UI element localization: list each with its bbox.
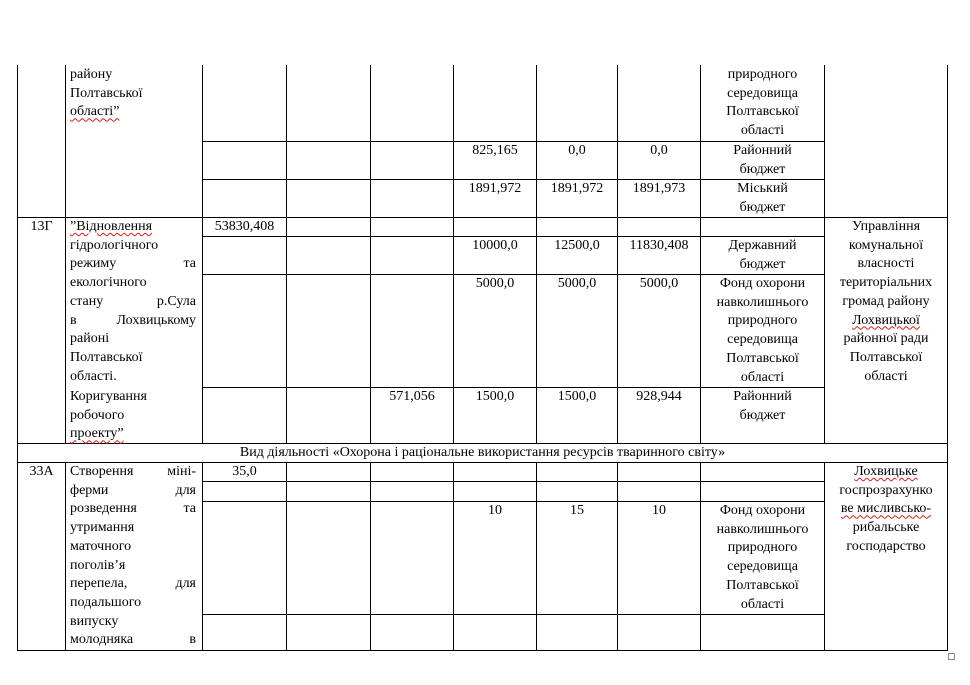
cell-value: 1891,972 [468,181,522,196]
item-code: 33А [29,464,54,479]
cell-value: 0,0 [568,143,586,158]
title-line: режиму та [70,256,196,272]
source-line: бюджет [739,256,786,272]
source-cell [701,275,824,387]
cell-value: 1500,0 [475,389,515,404]
col-line-1b [65,462,66,650]
executor-line: комунальної [848,237,924,253]
cell-value: 12500,0 [554,238,600,253]
cell-value: 5000,0 [639,276,679,291]
source-line: середовища [727,85,798,101]
source-line: природного [727,313,798,329]
executor-line: районної ради [843,331,929,347]
title-line: в Лохвицькому [70,312,196,328]
name-line: Полтавської [70,85,143,101]
source-cell [701,142,824,179]
col-line-1 [65,65,66,443]
cell-value: 5000,0 [557,276,597,291]
executor-line: громад району [842,293,930,309]
cell-value: 571,056 [389,389,435,404]
table-border-left [17,65,18,650]
source-line: середовища [727,332,798,348]
title-line: молодняка в [70,632,196,648]
executor-line: госпрозрахунко [839,482,933,498]
title-line: утримання [70,520,135,536]
title-line: Полтавської [70,349,143,365]
source-line: Міський [737,181,788,196]
title-line: розведення та [70,501,196,517]
title-line: області. [70,368,117,384]
cell-value: 10000,0 [472,238,518,253]
col-line-6b [536,462,537,650]
cell-value: 1500,0 [557,389,597,404]
source-cell [701,388,824,425]
source-cell [701,180,824,217]
title-line: подальшого [70,594,142,610]
table-border-bottom [17,650,948,651]
cell-value: 928,944 [636,389,682,404]
source-line: Полтавської [726,577,799,593]
activity-header: Вид діяльності «Охорона і раціональне використання ресурсів тваринного світу» [239,445,726,460]
name-line: області” [70,104,120,120]
title-line: випуску [70,613,119,629]
cell-value: 1891,972 [550,181,604,196]
executor-cell [825,218,947,386]
executor-line: територіальних [839,275,933,291]
source-line: навколишнього [716,294,809,310]
col-line-2b [202,462,203,650]
source-line: Державний [728,238,797,253]
table-resize-handle[interactable] [948,653,955,660]
executor-line: Лохвицьке [854,464,918,479]
executor-line: області [864,368,908,384]
source-line: Фонд охорони [719,276,806,291]
source-line: області [740,596,785,612]
cell-value: 1891,973 [632,181,686,196]
name-line: району [70,67,113,82]
item-title [70,218,196,386]
title-line: проекту” [70,426,124,442]
item-title-cont [70,388,196,444]
executor-line: Полтавської [849,349,923,365]
source-line: середовища [727,559,798,575]
item-code: 13Г [30,219,53,234]
title-line: ”Відновлення [70,219,153,234]
cell-value: 10 [652,503,666,518]
executor-line: ве мисливсько- [840,501,932,517]
title-line: стану р.Сула [70,293,196,309]
title-line: Створення міні- [70,464,196,479]
source-line: природного [727,67,798,82]
source-line: Районний [733,389,792,404]
executor-line: рибальське [852,520,920,536]
source-line: бюджет [739,161,786,177]
row-line-i [202,481,824,482]
source-line: Районний [733,143,792,158]
cell-value: 5000,0 [475,276,515,291]
prev-item-name [70,66,198,122]
executor-line: Лохвицької [852,312,920,328]
title-line: робочого [70,407,125,423]
cell-value: 11830,408 [629,238,689,253]
prev-source-cell [701,66,824,141]
item-total: 35,0 [232,464,257,479]
cell-value: 0,0 [650,143,668,158]
source-line: області [740,123,785,139]
source-line: Полтавської [726,350,799,366]
executor-line: Управління [851,219,921,234]
item-title [70,463,196,650]
executor-line: власності [857,256,915,272]
source-line: бюджет [739,199,786,215]
source-line: області [740,369,785,385]
title-line: гідрологічного [70,237,159,253]
source-line: Полтавської [726,104,799,120]
title-line: екологічного [70,275,147,291]
source-cell [701,237,824,274]
col-line-4b [370,462,371,650]
title-line: перепела, для [70,576,196,592]
title-line: Коригування [70,389,147,404]
title-line: поголів’я [70,557,126,573]
executor-cell [825,463,947,557]
cell-value: 825,165 [472,143,518,158]
col-line-7b [617,462,618,650]
source-line: Фонд охорони [719,503,806,518]
title-line: ферми для [70,482,196,498]
col-line-5b [453,462,454,650]
cell-value: 15 [570,503,584,518]
source-line: природного [727,540,798,556]
col-line-3b [286,462,287,650]
executor-line: господарство [846,538,926,554]
source-line: бюджет [739,407,786,423]
source-line: навколишнього [716,521,809,537]
table-border-right [947,65,948,650]
cell-value: 10 [488,503,502,518]
title-line: районі [70,331,110,347]
title-line: маточного [70,538,132,554]
source-cell [701,502,824,614]
item-total: 53830,408 [214,219,275,234]
